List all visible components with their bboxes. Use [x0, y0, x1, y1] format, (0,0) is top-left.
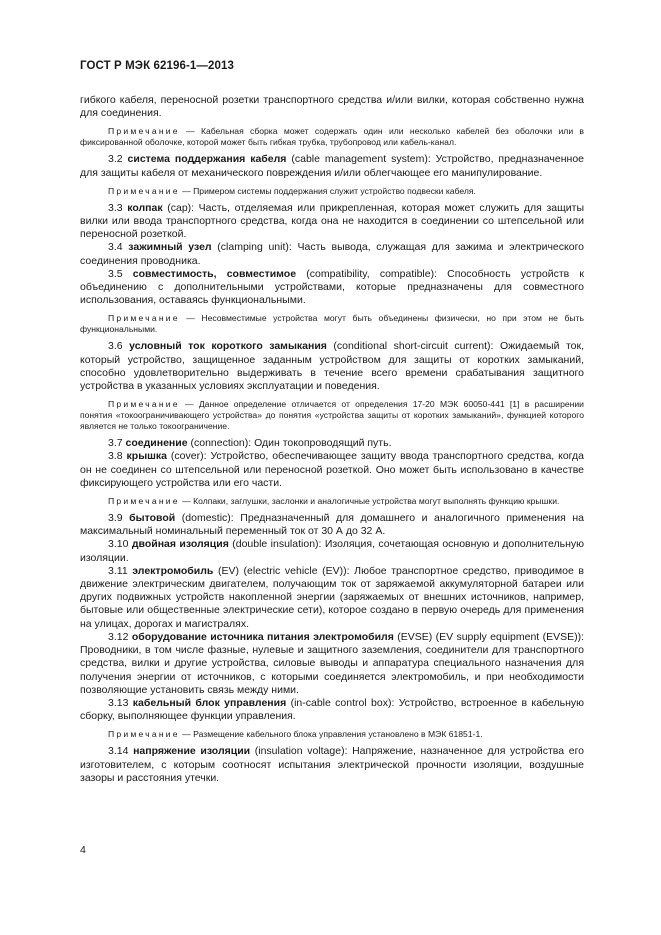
note-paragraph	[80, 729, 584, 740]
clause-number: 3.7	[108, 437, 123, 450]
document-body	[80, 94, 584, 785]
definition-text: (compatibility, compatible): Способность устройств к объединению с дополнительными устройствами, которые предназначены для совместного использования, оставаясь функциональными.	[80, 267, 584, 307]
note-text: — Данное определение отличается от определения 17-20 МЭК 60050-441 [1] в расширении понятия «токоограничивающего устройства» до понятия «устройства защиты от коротких замыканий», функцией которого является не только токоограничение.	[80, 399, 584, 432]
clause-number: 3.2	[108, 153, 123, 166]
defined-term: система поддержания кабеля	[127, 153, 287, 166]
defined-term: оборудование источника питания электромобиля	[131, 630, 394, 643]
definition-text: (clamping unit): Часть вывода, служащая для зажима и электрического соединения проводника.	[80, 241, 585, 267]
definition-paragraph	[80, 538, 584, 564]
clause-number: 3.13	[108, 696, 129, 709]
definition-text: (cap): Часть, отделяемая или прикрепленная, которая может служить для защиты вилки или ввода транспортного средства, когда она не находится в соединении со штепсельной или переносной розеткой.	[80, 201, 584, 241]
note-label: Примечание	[108, 126, 180, 137]
clause-number: 3.9	[108, 512, 123, 525]
definition-paragraph	[80, 340, 584, 393]
note-text: — Примером системы поддержания служит устройство подвески кабеля.	[179, 185, 476, 196]
definition-text: (conditional short-circuit current): Ожидаемый ток, который устройство, защищенное заданным устройством для защиты от коротких замыканий, способно удовлетворительно выдерживать в течение всего времени срабатывания защитного устройства в указанных условиях эксплуатации и поведения.	[80, 340, 584, 393]
definition-paragraph	[80, 697, 584, 723]
clause-number: 3.11	[108, 564, 128, 577]
clause-number: 3.10	[108, 538, 129, 551]
page-number: 4	[80, 844, 86, 856]
definition-text: (insulation voltage): Напряжение, назначенное для устройства его изготовителем, с которым соотносят испытания электрической прочности изоляции, воздушные зазоры и расстояния утечки.	[80, 745, 585, 784]
defined-term: зажимный узел	[128, 241, 212, 254]
note-label: Примечание	[108, 185, 180, 196]
definition-text: (in-cable control box): Устройство, встроенное в кабельную сборку, выполняющее функции управления.	[80, 696, 585, 723]
defined-term: совместимость, совместимое	[132, 267, 297, 280]
note-label: Примечание	[108, 496, 180, 507]
clause-number: 3.12	[108, 630, 129, 643]
note-paragraph	[80, 126, 584, 148]
defined-term: двойная изоляция	[131, 538, 229, 551]
definition-text: (cable management system): Устройство, предназначенное для защиты кабеля от механического повреждения и/или облегчающее его манипулирование.	[80, 153, 585, 179]
definition-paragraph	[80, 202, 584, 242]
note-text: — Колпаки, заглушки, заслонки и аналогичные устройства могут выполнять функцию крышки.	[179, 496, 560, 507]
text-paragraph: гибкого кабеля, переносной розетки транспортного средства и/или вилки, которая собственно нужна для соединения.	[80, 94, 584, 120]
definition-paragraph	[80, 153, 584, 179]
defined-term: колпак	[127, 201, 163, 214]
definition-text: (domestic): Предназначенный для домашнего и аналогичного применения на максимальный номинальный переменный ток от 30 А до 32 А.	[80, 512, 585, 538]
defined-term: соединение	[125, 437, 188, 450]
note-paragraph	[80, 186, 584, 197]
note-paragraph	[80, 496, 584, 507]
clause-number: 3.3	[108, 201, 123, 214]
note-label: Примечание	[108, 729, 180, 740]
clause-number: 3.5	[108, 267, 123, 280]
clause-number: 3.14	[108, 745, 129, 758]
note-paragraph	[80, 313, 584, 335]
definition-text: (connection): Один токопроводящий путь.	[187, 437, 392, 450]
definition-paragraph	[80, 745, 584, 785]
definition-paragraph	[80, 268, 584, 308]
note-text: — Размещение кабельного блока управления установлено в МЭК 61851-1.	[179, 729, 483, 740]
defined-term: электромобиль	[132, 564, 214, 577]
clause-number: 3.8	[108, 450, 123, 463]
definition-paragraph	[80, 241, 584, 267]
definition-text: (cover): Устройство, обеспечивающее защиту ввода транспортного средства, когда он не соединен со штепсельной или переносной розеткой. Оно может быть использовано в качестве фиксирующего устройства или его части.	[80, 450, 584, 489]
defined-term: кабельный блок управления	[132, 696, 287, 709]
defined-term: бытовой	[129, 512, 176, 525]
note-paragraph	[80, 399, 584, 432]
document-header: ГОСТ Р МЭК 62196-1—2013	[80, 60, 234, 72]
defined-term: крышка	[126, 450, 168, 463]
defined-term: условный ток короткого замыкания	[129, 340, 327, 353]
definition-paragraph	[80, 631, 584, 697]
note-label: Примечание	[108, 313, 180, 324]
definition-paragraph	[80, 437, 584, 450]
defined-term: напряжение изоляции	[133, 745, 251, 758]
note-text: — Кабельная сборка может содержать один или несколько кабелей без оболочки или в фиксированной оболочке, которой может быть гибкая трубка, трубопровод или кабель-канал.	[80, 126, 584, 148]
definition-text: (double insulation): Изоляция, сочетающая основную и дополнительную изоляции.	[80, 538, 584, 564]
clause-number: 3.6	[108, 340, 123, 353]
definition-paragraph	[80, 450, 584, 490]
definition-text: (EVSE) (EV supply equipment (EVSE)): Проводники, в том числе фазные, нулевые и защитного заземления, соединители для транспортного средства, вилки и другие устройства, силовые выводы и аппаратура специального назначения для получения энергии от источников, с которыми соединяется электромобиль, и при необходимости позволяющие установить связь между ними.	[80, 630, 584, 696]
definition-text: (EV) (electric vehicle (EV)): Любое транспортное средство, приводимое в движение электрическим двигателем, получающим ток от заряжаемой аккумуляторной батареи или других подвижных устройств накопленной энергии (заряжаемых от внешних источников, например, бытовые или общественные электрические сети), которое создано в первую очередь для применения на улицах, дорогах и магистралях.	[80, 564, 584, 630]
definition-paragraph	[80, 565, 584, 631]
definition-paragraph	[80, 512, 584, 538]
note-text: — Несовместимые устройства могут быть объединены физически, но при этом не быть функциональными.	[80, 313, 584, 335]
note-label: Примечание	[108, 399, 180, 410]
clause-number: 3.4	[108, 241, 123, 254]
